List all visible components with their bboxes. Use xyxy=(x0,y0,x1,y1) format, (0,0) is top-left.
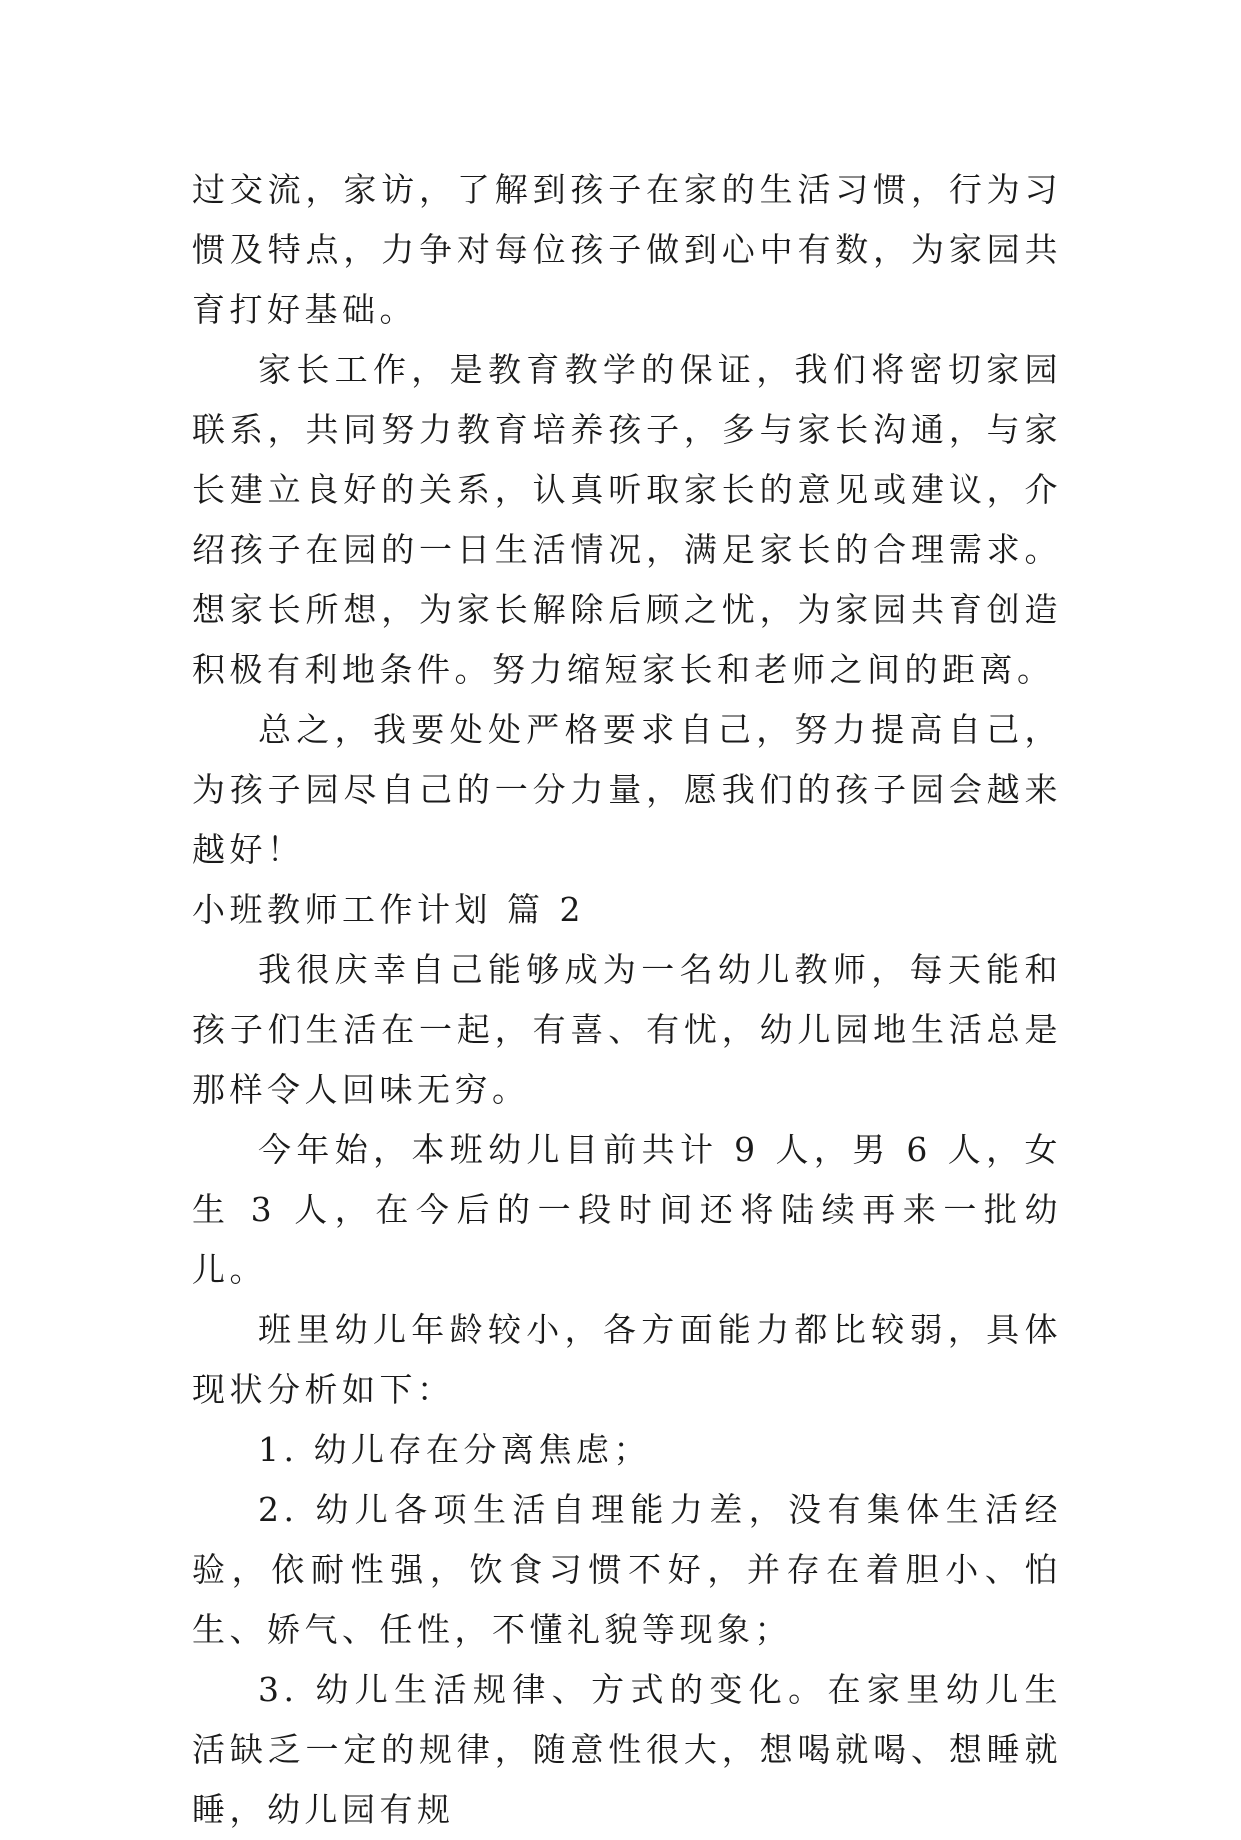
paragraph-class-size: 今年始，本班幼儿目前共计 9 人，男 6 人，女生 3 人，在今后的一段时间还将陆续再来一批幼儿。 xyxy=(192,1130,1062,1289)
paragraph-continued: 过交流，家访，了解到孩子在家的生活习惯，行为习惯及特点，力争对每位孩子做到心中有数，为家园共育打好基础。 xyxy=(192,170,1062,329)
paragraph-parent-work: 家长工作，是教育教学的保证，我们将密切家园联系，共同努力教育培养孩子，多与家长沟通，与家长建立良好的关系，认真听取家长的意见或建议，介绍孩子在园的一日生活情况，满足家长的合理需求。想家长所想，为家长解除后顾之忧，为家园共育创造积极有利地条件。努力缩短家长和老师之间的距离。 xyxy=(192,350,1062,689)
document-body xyxy=(192,160,1062,1840)
paragraph-intro: 我很庆幸自己能够成为一名幼儿教师，每天能和孩子们生活在一起，有喜、有忧，幼儿园地生活总是那样令人回味无穷。 xyxy=(192,950,1062,1109)
paragraph-analysis-intro: 班里幼儿年龄较小，各方面能力都比较弱，具体现状分析如下： xyxy=(192,1310,1062,1409)
list-item-1: 1. 幼儿存在分离焦虑； xyxy=(258,1430,651,1469)
paragraph-summary: 总之，我要处处严格要求自己，努力提高自己，为孩子园尽自己的一分力量，愿我们的孩子园会越来越好！ xyxy=(192,710,1062,869)
list-item-3: 3. 幼儿生活规律、方式的变化。在家里幼儿生活缺乏一定的规律，随意性很大，想喝就喝、想睡就睡，幼儿园有规 xyxy=(192,1670,1062,1829)
section-heading: 小班教师工作计划 篇 2 xyxy=(192,890,585,929)
list-item-2: 2. 幼儿各项生活自理能力差，没有集体生活经验，依耐性强，饮食习惯不好，并存在着胆小、怕生、娇气、任性，不懂礼貌等现象； xyxy=(192,1490,1062,1649)
